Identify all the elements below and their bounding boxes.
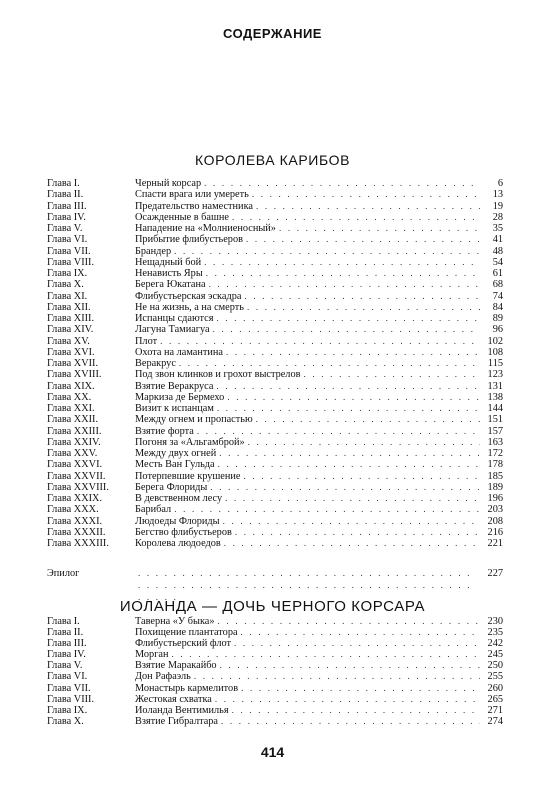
leader-dots <box>174 246 480 257</box>
chapter-page: 74 <box>492 290 503 302</box>
chapter-title: Охота на ламантина <box>135 346 223 358</box>
toc-entry <box>47 414 503 425</box>
chapter-number: Глава XXXII. <box>47 526 106 538</box>
chapter-title: Нападение на «Молниеносный» <box>135 223 276 234</box>
chapter-title: Спасти врага или умереть <box>135 189 249 201</box>
section-title-queen-of-caribbean: КОРОЛЕВА КАРИБОВ <box>194 152 351 168</box>
chapter-page: 216 <box>487 526 503 538</box>
toc-entry <box>47 482 503 493</box>
chapter-number: Глава XXXIII. <box>47 538 109 549</box>
chapter-title: Взятие форта <box>135 425 194 437</box>
leader-dots <box>224 538 480 549</box>
chapter-title: Берега Юкатана <box>135 279 206 291</box>
chapter-title: Людоеды Флориды <box>135 515 220 527</box>
leader-dots <box>217 403 480 414</box>
chapter-page: 260 <box>487 682 503 694</box>
chapter-page: 96 <box>492 324 503 336</box>
leader-dots <box>232 705 480 716</box>
chapter-page: 178 <box>487 459 503 471</box>
leader-dots <box>160 336 480 347</box>
toc-section-1 <box>47 178 503 549</box>
chapter-page: 265 <box>487 693 503 705</box>
toc-entry <box>47 324 503 335</box>
chapter-number: Глава I. <box>47 178 80 189</box>
chapter-number: Глава XXV. <box>47 448 98 459</box>
chapter-number: Глава XXX. <box>47 504 99 516</box>
chapter-page: 35 <box>492 223 503 234</box>
chapter-title: Потерпевшие крушение <box>135 470 241 482</box>
leader-dots <box>256 414 480 425</box>
chapter-number: Глава XI. <box>47 290 88 302</box>
leader-dots <box>215 694 480 705</box>
toc-entry <box>47 426 503 437</box>
toc-entry <box>47 527 503 538</box>
toc-entry <box>47 257 503 268</box>
chapter-number: Глава XXVI. <box>47 459 103 471</box>
leader-dots <box>194 671 480 682</box>
chapter-number: Глава V. <box>47 660 83 672</box>
chapter-number: Глава XII. <box>47 301 91 313</box>
chapter-number: Глава XXI. <box>47 403 95 414</box>
toc-entry <box>47 347 503 358</box>
chapter-number: Глава V. <box>47 223 83 234</box>
toc-entry <box>47 437 503 448</box>
chapter-title: Визит к испанцам <box>135 403 214 414</box>
toc-entry <box>47 705 503 716</box>
page-number: 414 <box>260 744 285 760</box>
toc-entry <box>47 358 503 369</box>
chapter-title: Морган <box>135 649 169 661</box>
leader-dots <box>174 504 480 515</box>
toc-entry <box>47 671 503 682</box>
chapter-title: Флибустьерская эскадра <box>135 290 242 302</box>
chapter-number: Глава XXIX. <box>47 493 103 504</box>
chapter-page: 28 <box>492 211 503 223</box>
leader-dots <box>206 268 480 279</box>
leader-dots <box>172 649 481 660</box>
chapter-number: Глава XXIV. <box>47 436 101 448</box>
chapter-page: 19 <box>492 200 503 212</box>
chapter-number: Глава VIII. <box>47 256 95 268</box>
chapter-title: Черный корсар <box>135 178 202 189</box>
chapter-page: 144 <box>487 403 503 414</box>
leader-dots <box>227 392 480 403</box>
chapter-title: Между двух огней <box>135 448 217 459</box>
section-title-yolanda: ИОЛАНДА — ДОЧЬ ЧЕРНОГО КОРСАРА <box>119 598 426 615</box>
toc-entry <box>47 716 503 727</box>
chapter-number: Глава XX. <box>47 391 92 403</box>
chapter-page: 61 <box>492 268 503 279</box>
chapter-title: Под звон клинков и грохот выстрелов <box>135 369 301 381</box>
chapter-title: Лагуна Тамиагуа <box>135 324 210 336</box>
chapter-title: Брандер <box>135 245 172 257</box>
toc-entry <box>47 660 503 671</box>
chapter-number: Глава IX. <box>47 268 88 279</box>
leader-dots <box>218 459 480 470</box>
leader-dots <box>241 683 480 694</box>
toc-entry <box>47 694 503 705</box>
chapter-title: Взятие Гибралтара <box>135 715 218 727</box>
chapter-title: Взятие Веракруса <box>135 380 214 392</box>
leader-dots <box>221 716 480 727</box>
leader-dots <box>243 471 480 482</box>
leader-dots <box>235 527 480 538</box>
toc-entry <box>47 336 503 347</box>
chapter-number: Глава IV. <box>47 211 86 223</box>
toc-entry <box>47 649 503 660</box>
toc-entry <box>47 189 503 200</box>
toc-entry <box>47 516 503 527</box>
chapter-number: Глава XIII. <box>47 313 95 324</box>
chapter-title: Плот <box>135 335 158 347</box>
chapter-number: Глава II. <box>47 189 84 201</box>
toc-entry <box>47 223 503 234</box>
toc-entry <box>47 627 503 638</box>
chapter-number: Глава VI. <box>47 234 88 246</box>
chapter-page: 89 <box>492 313 503 324</box>
leader-dots <box>234 638 480 649</box>
chapter-title: Маркиза де Бермехо <box>135 391 225 403</box>
toc-entry <box>47 504 503 515</box>
chapter-number: Глава I. <box>47 616 80 627</box>
leader-dots <box>248 437 480 448</box>
toc-entry <box>47 291 503 302</box>
toc-entry <box>47 178 503 189</box>
toc-section-2 <box>47 616 503 727</box>
leader-dots <box>204 257 480 268</box>
toc-entry <box>47 369 503 380</box>
leader-dots <box>256 201 480 212</box>
chapter-page: 102 <box>487 335 503 347</box>
chapter-title: Иоланда Вентимилья <box>135 704 229 716</box>
chapter-title: Таверна «У быка» <box>135 616 215 627</box>
leader-dots <box>226 347 480 358</box>
toc-entry <box>47 616 503 627</box>
chapter-number: Глава XIX. <box>47 380 95 392</box>
chapter-number: Глава XV. <box>47 335 90 347</box>
chapter-number: Глава VII. <box>47 682 91 694</box>
chapter-title: Прибытие флибустьеров <box>135 234 243 246</box>
leader-dots <box>303 369 480 380</box>
chapter-page: 203 <box>487 504 503 516</box>
chapter-number: Глава XXXI. <box>47 515 103 527</box>
chapter-number: Глава XVIII. <box>47 369 102 381</box>
chapter-number: Глава XXIII. <box>47 425 102 437</box>
chapter-page: 208 <box>487 515 503 527</box>
chapter-page: 84 <box>492 301 503 313</box>
chapter-title: Месть Ван Гульда <box>135 459 215 471</box>
chapter-page: 138 <box>487 391 503 403</box>
toc-entry <box>47 683 503 694</box>
leader-dots <box>223 516 480 527</box>
leader-dots <box>232 212 480 223</box>
chapter-title: Монастырь кармелитов <box>135 682 239 694</box>
page-heading: СОДЕРЖАНИЕ <box>223 26 322 41</box>
toc-entry <box>47 268 503 279</box>
chapter-page: 230 <box>487 616 503 627</box>
chapter-number: Глава III. <box>47 638 87 650</box>
chapter-number: Глава II. <box>47 627 84 639</box>
chapter-page: 235 <box>487 627 503 639</box>
chapter-number: Глава XXVIII. <box>47 481 109 493</box>
chapter-page: 6 <box>497 178 503 189</box>
chapter-page: 245 <box>487 649 503 661</box>
chapter-number: Глава III. <box>47 200 87 212</box>
chapter-number: Глава IX. <box>47 704 88 716</box>
chapter-page: 131 <box>487 380 503 392</box>
leader-dots <box>220 660 480 671</box>
chapter-page: 271 <box>487 704 503 716</box>
leader-dots <box>219 448 480 459</box>
toc-entry <box>47 448 503 459</box>
leader-dots <box>197 426 480 437</box>
leader-dots <box>225 493 480 504</box>
chapter-title: Погоня за «Альгамброй» <box>135 436 245 448</box>
chapter-page: 151 <box>487 414 503 426</box>
leader-dots <box>246 234 480 245</box>
leader-dots <box>216 313 480 324</box>
toc-entry <box>47 246 503 257</box>
toc-entry <box>47 279 503 290</box>
chapter-page: 242 <box>487 638 503 650</box>
chapter-number: Глава XVII. <box>47 358 99 369</box>
chapter-page: 48 <box>492 245 503 257</box>
chapter-title: Ненависть Яры <box>135 268 203 279</box>
chapter-title: Взятие Маракайбо <box>135 660 217 672</box>
chapter-title: Осажденные в башне <box>135 211 229 223</box>
chapter-number: Глава XXVII. <box>47 470 106 482</box>
leader-dots <box>279 223 480 234</box>
chapter-title: Веракрус <box>135 358 176 369</box>
leader-dots <box>216 381 480 392</box>
chapter-title: В девственном лесу <box>135 493 223 504</box>
toc-entry <box>47 313 503 324</box>
toc-entry <box>47 234 503 245</box>
chapter-page: 163 <box>487 436 503 448</box>
leader-dots <box>179 358 480 369</box>
chapter-title: Дон Рафаэль <box>135 671 191 683</box>
chapter-page: 250 <box>487 660 503 672</box>
chapter-title: Королева людоедов <box>135 538 221 549</box>
chapter-number: Глава IV. <box>47 649 86 661</box>
toc-entry <box>47 493 503 504</box>
chapter-page: 13 <box>492 189 503 201</box>
leader-dots <box>213 324 480 335</box>
toc-entry <box>47 638 503 649</box>
chapter-page: 123 <box>487 369 503 381</box>
toc-entry <box>47 471 503 482</box>
chapter-title: Не на жизнь, а на смерть <box>135 301 244 313</box>
chapter-number: Глава XXII. <box>47 414 99 426</box>
toc-entry <box>47 403 503 414</box>
leader-dots <box>247 302 480 313</box>
chapter-page: 172 <box>487 448 503 459</box>
epilogue-title: Эпилог <box>47 568 80 579</box>
chapter-title: Похищение плантатора <box>135 627 238 639</box>
chapter-number: Глава VIII. <box>47 693 95 705</box>
toc-entry <box>47 381 503 392</box>
leader-dots <box>252 189 480 200</box>
chapter-title: Нещадный бой <box>135 256 202 268</box>
chapter-page: 108 <box>487 346 503 358</box>
chapter-page: 189 <box>487 481 503 493</box>
chapter-page: 54 <box>492 256 503 268</box>
chapter-page: 255 <box>487 671 503 683</box>
toc-entry <box>47 201 503 212</box>
chapter-number: Глава X. <box>47 279 84 291</box>
chapter-number: Глава VI. <box>47 671 88 683</box>
leader-dots <box>204 178 480 189</box>
chapter-page: 68 <box>492 279 503 291</box>
toc-entry <box>47 392 503 403</box>
chapter-page: 221 <box>487 538 503 549</box>
chapter-page: 196 <box>487 493 503 504</box>
leader-dots <box>241 627 480 638</box>
leader-dots <box>218 616 480 627</box>
chapter-page: 115 <box>487 358 503 369</box>
epilogue-page: 227 <box>487 568 503 579</box>
leader-dots <box>244 291 480 302</box>
chapter-title: Испанцы сдаются <box>135 313 214 324</box>
toc-entry <box>47 302 503 313</box>
chapter-title: Берега Флориды <box>135 481 208 493</box>
chapter-title: Предательство наместника <box>135 200 253 212</box>
toc-entry <box>47 459 503 470</box>
chapter-page: 185 <box>487 470 503 482</box>
chapter-title: Бегство флибустьеров <box>135 526 232 538</box>
chapter-title: Между огнем и пропастью <box>135 414 253 426</box>
leader-dots <box>210 482 480 493</box>
toc-entry <box>47 538 503 549</box>
chapter-number: Глава XVI. <box>47 346 95 358</box>
chapter-number: Глава XIV. <box>47 324 94 336</box>
chapter-title: Барибал <box>135 504 172 516</box>
chapter-title: Жестокая схватка <box>135 693 212 705</box>
toc-entry <box>47 212 503 223</box>
chapter-number: Глава X. <box>47 715 84 727</box>
chapter-title: Флибустьерский флот <box>135 638 231 650</box>
chapter-page: 157 <box>487 425 503 437</box>
chapter-page: 41 <box>492 234 503 246</box>
chapter-number: Глава VII. <box>47 245 91 257</box>
leader-dots <box>209 279 480 290</box>
chapter-page: 274 <box>487 715 503 727</box>
